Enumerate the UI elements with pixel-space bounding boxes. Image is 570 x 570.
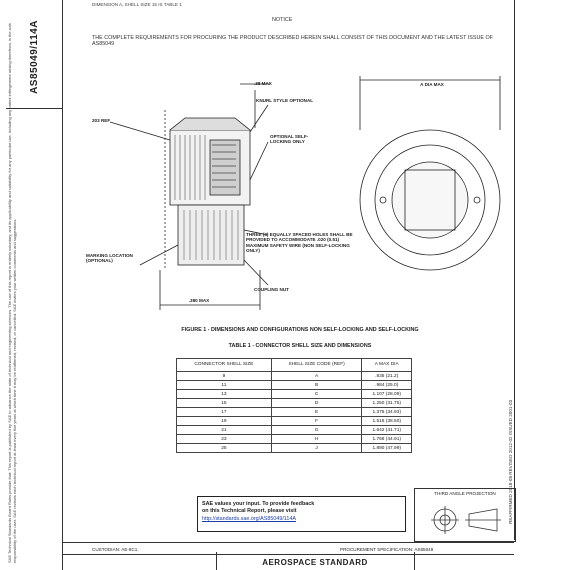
- cell: 21: [177, 426, 272, 435]
- holes-note: THREE (3) EQUALLY SPACED HOLES SHALL BE PROVIDED TO ACCOMMODATE .020 (0.51) MAXIMUM SAFETY WIRE (NON SELF-LOCKING ONLY): [246, 232, 353, 254]
- coupling-label: COUPLING NUT: [254, 287, 289, 292]
- custodian: CUSTODIAN: AE-8C1: [92, 547, 138, 552]
- table-row: [177, 381, 412, 390]
- cell: F: [271, 417, 362, 426]
- cell: 15: [177, 399, 272, 408]
- legal-notice: SAE Technical Standards Board Rules provide that: This report is published by SAE to advance the state of technical and engineering sciences. The use of this report is entirely voluntary, and its applicability and suitability for any particular use, including any patent infringement arising therefrom, is the sole responsibility of the user. SAE reviews each technical report at least every five years at which time it may be reaffirmed, revised, or cancelled. SAE invites your written comments and suggestions.: [7, 23, 17, 563]
- projection-box: [414, 488, 516, 542]
- procurement-spec: PROCUREMENT SPECIFICATION: AS85049: [340, 547, 434, 552]
- table-row: [177, 408, 412, 417]
- cell: D: [271, 399, 362, 408]
- cell: .835 (21.2): [362, 372, 412, 381]
- projection-symbol-icon: [425, 501, 505, 539]
- cell: 1.107 (28.09): [362, 390, 412, 399]
- revision-dates: REAFFIRMED 2018-08 REVISED 2012-02 ISSUED 2001-03: [508, 399, 513, 524]
- dim-bottom-label: .380 MAX: [188, 298, 210, 303]
- cell: 1.375 (34.93): [362, 408, 412, 417]
- notice-title: NOTICE: [272, 17, 293, 23]
- dim-left-label: 203 REF: [92, 118, 111, 123]
- table-header-row: [177, 359, 412, 372]
- strip-divider: [6, 108, 62, 109]
- notice-text: THE COMPLETE REQUIREMENTS FOR PROCURING THE PRODUCT DESCRIBED HEREIN SHALL CONSIST OF THIS DOCUMENT AND THE LATEST ISSUE OF AS85049: [92, 35, 493, 48]
- table-row: [177, 444, 412, 453]
- table-row: [177, 435, 412, 444]
- table-row: [177, 390, 412, 399]
- cell: G: [271, 426, 362, 435]
- cell: H: [271, 435, 362, 444]
- cell: J: [271, 444, 362, 453]
- knurl-label: KNURL STYLE OPTIONAL: [256, 98, 314, 103]
- col-a-max-dia: A MAX DIA: [362, 359, 412, 372]
- cell: E: [271, 408, 362, 417]
- col-shell-size: CONNECTOR SHELL SIZE: [177, 359, 272, 372]
- cell: C: [271, 390, 362, 399]
- feedback-box: [197, 496, 406, 532]
- cell: B: [271, 381, 362, 390]
- header-top-line: DIMENSION A, SHELL SIZE 15 IS TABLE 1: [92, 2, 182, 7]
- table-row: [177, 399, 412, 408]
- optional-label: OPTIONAL SELF-LOCKING ONLY: [270, 134, 309, 145]
- cell: .984 (25.0): [362, 381, 412, 390]
- cell: 19: [177, 417, 272, 426]
- cell: 11: [177, 381, 272, 390]
- marking-label: MARKING LOCATION (OPTIONAL): [86, 253, 133, 264]
- footer-mid-rule: [62, 554, 514, 555]
- cell: A: [271, 372, 362, 381]
- cell: 17: [177, 408, 272, 417]
- dim-a-label: A DIA MAX: [420, 82, 444, 87]
- footer-top-rule: [62, 542, 514, 543]
- cell: 25: [177, 444, 272, 453]
- feedback-line2: on this Technical Report, please visit: [202, 508, 297, 514]
- feedback-line1: SAE values your input. To provide feedback: [202, 501, 315, 507]
- feedback-link[interactable]: http://standards.sae.org/AS85049/114A: [202, 516, 297, 522]
- cell: 23: [177, 435, 272, 444]
- footer-title: AEROSPACE STANDARD: [262, 558, 368, 567]
- table-row: [177, 426, 412, 435]
- dim-top-label: .38 MAX: [254, 81, 272, 86]
- figure-caption: FIGURE 1 - DIMENSIONS AND CONFIGURATIONS NON SELF-LOCKING AND SELF-LOCKING: [181, 327, 419, 333]
- connector-table: [176, 358, 412, 453]
- cell: 1.642 (41.71): [362, 426, 412, 435]
- connector-drawing: [60, 70, 520, 310]
- col-size-code: SHELL SIZE CODE (REF): [271, 359, 362, 372]
- table-row: [177, 372, 412, 381]
- cell: 1.768 (44.91): [362, 435, 412, 444]
- left-margin-strip: [6, 0, 63, 570]
- cell: 13: [177, 390, 272, 399]
- doc-number: AS85049/114A: [29, 20, 40, 94]
- projection-label: THIRD ANGLE PROJECTION: [434, 491, 496, 496]
- cell: 9: [177, 372, 272, 381]
- cell: 1.890 (47.99): [362, 444, 412, 453]
- table-title: TABLE 1 - CONNECTOR SHELL SIZE AND DIMENSIONS: [228, 343, 372, 349]
- table-row: [177, 417, 412, 426]
- cell: 1.250 (31.75): [362, 399, 412, 408]
- cell: 1.516 (38.50): [362, 417, 412, 426]
